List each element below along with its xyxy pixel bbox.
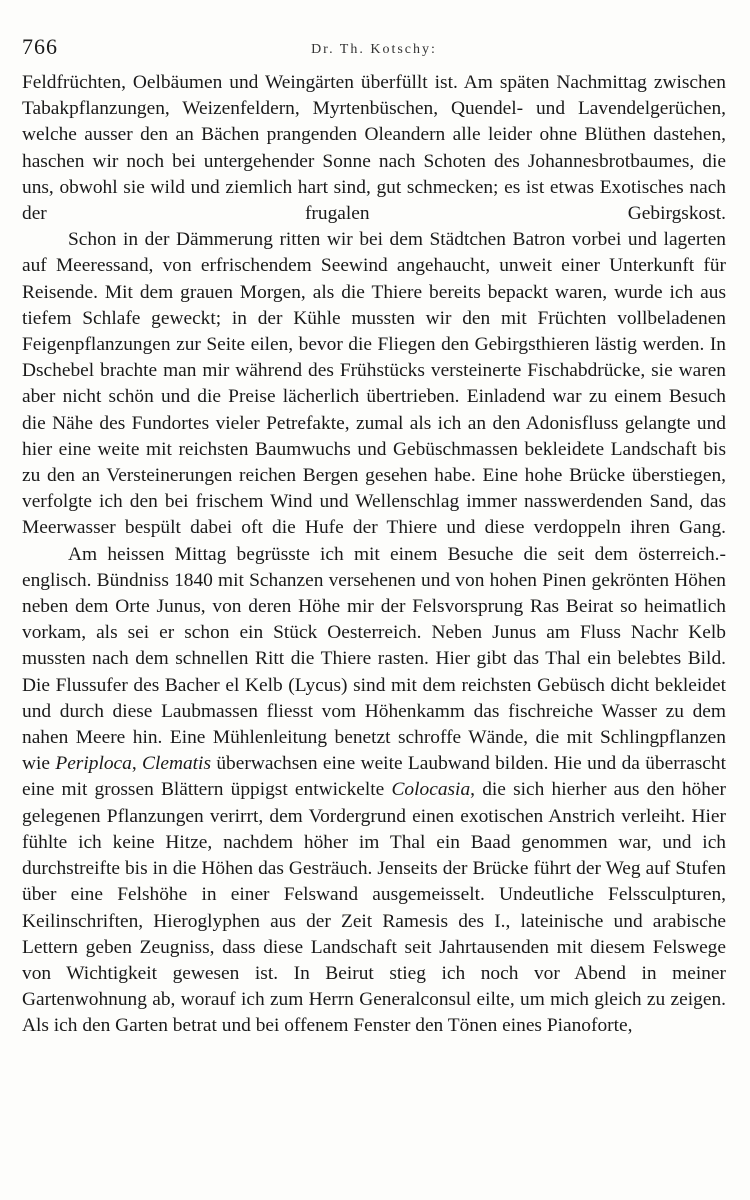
plant-name-clematis: Clematis bbox=[142, 753, 211, 775]
page-header bbox=[22, 30, 726, 70]
paragraph-3 bbox=[22, 542, 726, 1040]
paragraph-3-comma: , bbox=[131, 753, 137, 775]
plant-name-periploca: Periploca bbox=[55, 753, 132, 775]
page-number: 766 bbox=[22, 34, 58, 59]
paragraph-3-text-mid: überwachsen eine weite Laubwand bilden. Hie und da überrascht eine mit grossen Blättern üppigst entwickelte bbox=[22, 753, 726, 801]
paragraph-3-text-end: , die sich hierher aus den höher gelegenen Pflanzungen verirrt, dem Vordergrund einen exotischen Anstrich verleiht. Hier fühlte ich keine Hitze, nachdem höher im Thal ein Baad genommen war, und ich durchstreifte bis in die Höhen das Gesträuch. Jenseits der Brücke führt der Weg auf Stufen über eine Felshöhe in einer Felswand ausgemeisselt. Undeutliche Felssculpturen, Keilinschriften, Hieroglyphen aus der Zeit Ramesis des I., lateinische und arabische Lettern geben Zeugniss, dass diese Landschaft seit Jahrtausenden mit diesem Felswege von Wichtigkeit gewesen ist. In Beirut stieg ich noch vor Abend in meiner Gartenwohnung ab, worauf ich zum Herrn Generalconsul eilte, um mich gleich zu zeigen. Als ich den Garten betrat und bei offenem Fenster den Tönen eines Pianoforte, bbox=[22, 779, 726, 1037]
paragraph-1-text: Feldfrüchten, Oelbäumen und Weingärten überfüllt ist. Am späten Nachmittag zwischen Tabakpflanzungen, Weizenfeldern, Myrtenbüschen, Quendel- und Lavendelgerüchen, welche ausser den an Bächen prangenden Oleandern alle leider ohne Blüthen dastehen, haschen wir noch bei untergehender Sonne nach Schoten des Johannesbrotbaumes, die uns, obwohl sie wild und ziemlich hart sind, gut schmecken; es ist etwas Exotisches nach der frugalen Gebirgskost. bbox=[22, 72, 726, 225]
plant-name-colocasia: Colocasia bbox=[391, 779, 471, 801]
running-head: Dr. Th. Kotschy: bbox=[311, 42, 437, 57]
paragraph-2-text: Schon in der Dämmerung ritten wir bei dem Städtchen Batron vorbei und lagerten auf Meeressand, von erfrischendem Seewind angehaucht, unweit einer Unterkunft für Reisende. Mit dem grauen Morgen, als die Thiere bereits bepackt waren, wurde ich aus tiefem Schlafe geweckt; in der Kühle mussten wir den mit Früchten vollbeladenen Feigenpflanzungen zur Seite eilen, bevor die Fliegen den Gebirgsthieren lästig werden. In Dschebel brachte man mir während des Frühstücks versteinerte Fischabdrücke, sie waren aber nicht schön und die Preise lächerlich übertrieben. Einladend war zu einem Besuch die Nähe des Fundortes vieler Petrefakte, zumal als ich an den Adonisfluss gelangte und hier eine weite mit reichsten Baumwuchs und Gebüschmassen bekleidete Landschaft bis zu den an Versteinerungen reichen Bergen gesehen habe. Eine hohe Brücke überstiegen, verfolgte ich den bei frischem Wind und Wellenschlag immer nasswerdenden Sand, das Meerwasser bespült dabei oft die Hufe der Thiere und diese verdoppeln ihren Gang. bbox=[22, 229, 726, 539]
paragraph-1 bbox=[22, 70, 726, 227]
body-text bbox=[22, 70, 726, 1040]
paragraph-3-text-start: Am heissen Mittag begrüsste ich mit einem Besuche die seit dem österreich.-englisch. Bündniss 1840 mit Schanzen versehenen und von hohen Pinen gekrönten Höhen neben dem Orte Junus, von deren Höhe mir der Felsvorsprung Ras Beirat so heimatlich vorkam, als sei er schon ein Stück Oesterreich. Neben Junus am Fluss Nachr Kelb mussten nach dem schnellen Ritt die Thiere rasten. Hier gibt das Thal ein belebtes Bild. Die Flussufer des Bacher el Kelb (Lycus) sind mit dem reichsten Gebüsch dicht bekleidet und durch diese Laubmassen fliesst vom Höhenkamm das fischreiche Wasser zu dem nahen Meere hin. Eine Mühlenleitung benetzt schroffe Wände, die mit Schlingpflanzen wie bbox=[22, 543, 726, 775]
paragraph-2 bbox=[22, 227, 726, 541]
